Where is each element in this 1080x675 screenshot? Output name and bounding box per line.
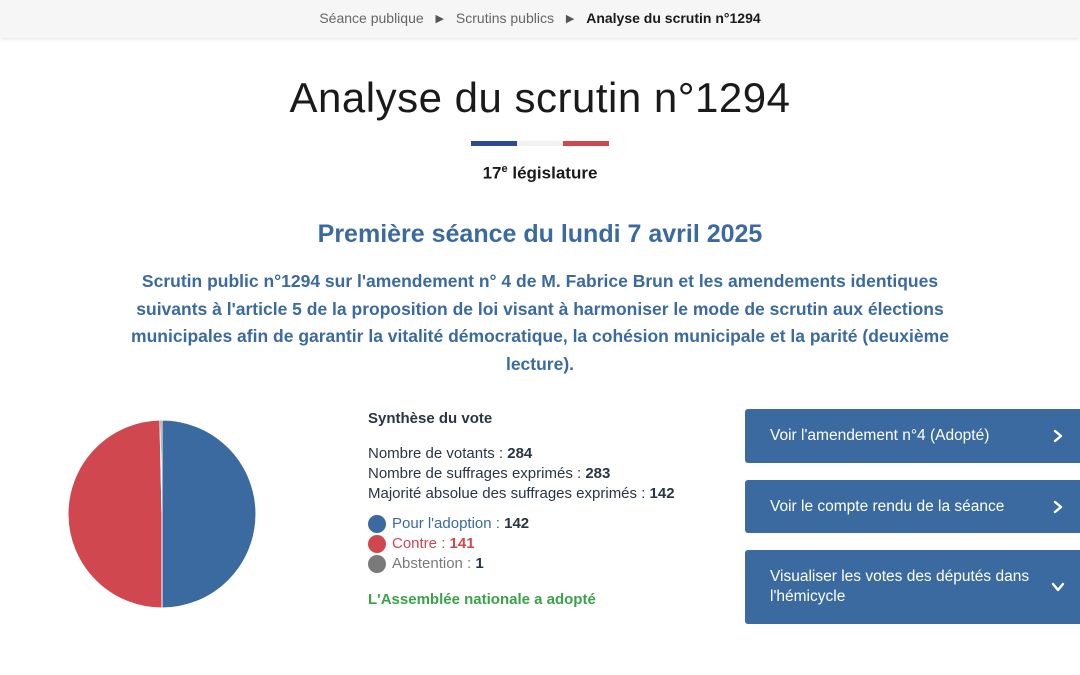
legislature-label <box>0 163 1080 184</box>
legend-abstention <box>368 554 728 574</box>
majorite-label: Majorité absolue des suffrages exprimés : <box>368 485 650 502</box>
abstention-value: 1 <box>475 555 484 572</box>
legend-contre <box>368 534 728 554</box>
chevron-down-icon <box>1051 580 1065 594</box>
view-amendment-button[interactable] <box>745 409 1080 463</box>
view-seance-report-label: Voir le compte rendu de la séance <box>770 497 1005 515</box>
vote-pie-chart <box>67 419 257 609</box>
majorite-row <box>368 484 728 504</box>
tricolor-divider <box>471 141 609 146</box>
legislature-number: 17 <box>482 163 502 183</box>
pie-slice-pour <box>162 420 256 608</box>
pie-slice-contre <box>68 420 162 608</box>
flag-blue-stripe <box>471 141 517 146</box>
breadcrumb-item-scrutins-publics[interactable]: Scrutins publics <box>455 10 554 26</box>
vote-synthesis <box>368 410 728 608</box>
legislature-sup: e <box>501 163 508 175</box>
top-bar <box>0 0 1080 38</box>
breadcrumb-item-current: Analyse du scrutin n°1294 <box>586 10 761 26</box>
exprimes-value: 283 <box>585 465 611 482</box>
contre-label: Contre : <box>392 535 446 552</box>
vote-result: L'Assemblée nationale a adopté <box>368 591 596 608</box>
votants-label: Nombre de votants : <box>368 445 508 462</box>
exprimes-label: Nombre de suffrages exprimés : <box>368 465 586 482</box>
breadcrumb <box>0 10 1080 26</box>
chevron-right-icon <box>1051 500 1065 514</box>
seance-title: Première séance du lundi 7 avril 2025 <box>317 220 763 248</box>
view-hemicycle-votes-button[interactable] <box>745 550 1080 624</box>
page-title: Analyse du scrutin n°1294 <box>289 74 791 121</box>
scrutin-description: Scrutin public n°1294 sur l'amendement n° 4 de M. Fabrice Brun et les amendements identiques suivants à l'article 5 de la proposition de loi visant à harmoniser le mode de scrutin aux élections municipales afin de garantir la vitalité démocratique, la cohésion municipale et la parité (deuxième lecture). <box>131 271 949 374</box>
flag-red-stripe <box>563 141 609 146</box>
votants-row <box>368 444 728 464</box>
flag-white-stripe <box>517 141 563 146</box>
pour-label: Pour l'adoption : <box>392 515 500 532</box>
majorite-value: 142 <box>649 485 675 502</box>
synthesis-heading: Synthèse du vote <box>368 410 493 427</box>
chevron-right-icon: ▶ <box>435 13 445 25</box>
pour-value: 142 <box>504 515 530 532</box>
contre-value: 141 <box>449 535 475 552</box>
view-seance-report-button[interactable] <box>745 480 1080 533</box>
vote-legend <box>368 514 728 574</box>
chevron-right-icon <box>1051 429 1065 443</box>
votants-value: 284 <box>507 445 533 462</box>
abstention-label: Abstention : <box>392 555 472 572</box>
pour-dot-icon <box>368 515 386 533</box>
contre-dot-icon <box>368 535 386 553</box>
breadcrumb-item-seance-publique[interactable]: Séance publique <box>319 10 424 26</box>
legend-pour <box>368 514 728 534</box>
abstention-dot-icon <box>368 555 386 573</box>
view-hemicycle-votes-label: Visualiser les votes des députés dans l'hémicycle <box>770 568 1030 605</box>
legislature-text: législature <box>512 163 598 183</box>
action-buttons <box>745 409 1080 641</box>
chevron-right-icon: ▶ <box>565 13 575 25</box>
view-amendment-label: Voir l'amendement n°4 (Adopté) <box>770 427 990 444</box>
exprimes-row <box>368 464 728 484</box>
